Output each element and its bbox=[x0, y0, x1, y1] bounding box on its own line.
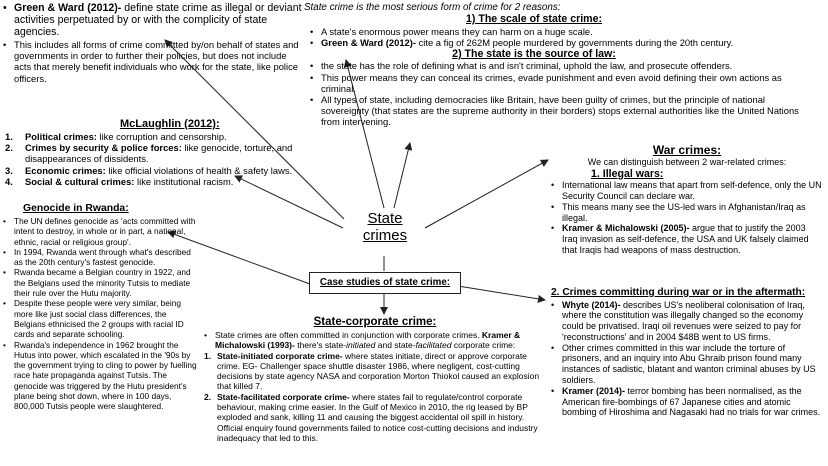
case-studies-box: Case studies of state crime: bbox=[309, 272, 461, 294]
definition-item: • Green & Ward (2012)- define state crime as illegal or deviant activities perpetuated by or with the complicity of state agencies. bbox=[3, 2, 303, 38]
definition-section bbox=[3, 2, 303, 84]
mclaughlin-item: 4. Social & cultural crimes: like institutional racism. bbox=[5, 175, 234, 187]
definition-author: Green & Ward (2012)- bbox=[14, 2, 122, 14]
rwanda-item: • In 1994, Rwanda went through what's described as the 20th century's fastest genocide. bbox=[3, 247, 199, 268]
source-point: • All types of state, including democracies like Britain, have been guilty of crimes, but the principle of national sovereignty (that states are the supreme authority in their borders) stops external authorities like the United Nations from intervening. bbox=[310, 94, 810, 128]
scale-heading: 1) The scale of state crime: bbox=[465, 13, 602, 25]
war-during-item: • Other crimes committed in this war include the torture of prisoners, and an inquiry into Abu Ghraib prison found many instances of sadistic, blatant and wanton criminal abuses by US soldiers. bbox=[551, 343, 823, 386]
scale-point: • A state's enormous power means they can harm on a huge scale. bbox=[310, 26, 772, 37]
intro-section bbox=[304, 2, 799, 128]
rwanda-section bbox=[3, 203, 199, 412]
rwanda-item: • Rwanda's independence in 1962 brought the Hutus into power, which escalated in the '90s by the government trying to cling to power by fuelling race hate propaganda against Tutsis. The genocide was triggered by the Hutu president's plane being shot down, where in 100 days, 800,000 Tutsis people were slaughtered. bbox=[3, 340, 199, 412]
mclaughlin-item: 1. Political crimes: like corruption and censorship. bbox=[5, 131, 227, 142]
center-title: State crimes bbox=[362, 210, 408, 244]
state-corporate-title: State-corporate crime: bbox=[313, 316, 437, 328]
definition-item: • This includes all forms of crime committed by/on behalf of states and governments in order to further their policies, but does not include acts that merely benefit individuals who work for the state, like police officers. bbox=[3, 39, 303, 84]
illegal-wars-heading: 1. Illegal wars: bbox=[591, 167, 664, 180]
rwanda-title: Genocide in Rwanda: bbox=[23, 203, 129, 214]
source-point: • the state has the role of defining what is and isn't criminal, uphold the law, and prosecute offenders. bbox=[310, 60, 810, 71]
war-crimes-section bbox=[551, 143, 823, 256]
intro-title: State crime is the most serious form of crime for 2 reasons: bbox=[304, 2, 561, 13]
war-during-item: • Kramer (2014)- terror bombing has been normalised, as the American fire-bombings of 67 Japanese cities and atomic bombing of Hiroshima and Nagasaki had no trials for war crimes. bbox=[551, 386, 823, 418]
arrow-to-source bbox=[394, 143, 410, 208]
war-during-section bbox=[551, 287, 823, 418]
scale-point: • Green & Ward (2012)- cite a fig of 262M people murdered by governments during the 20th century. bbox=[310, 37, 772, 48]
state-corporate-intro: • State crimes are often committed in conjunction with corporate crimes. Kramer & Michalowski (1993)- there's state-initiated and state-facilitated corporate crime: bbox=[204, 330, 546, 351]
green-ward-author: Green & Ward (2012)- bbox=[321, 36, 416, 48]
rwanda-item: • The UN defines genocide as 'acts committed with intent to destroy, in whole or in part, a national, ethnic, racial or religious group'. bbox=[3, 216, 199, 247]
mclaughlin-item: 3. Economic crimes: like official violations of health & safety laws. bbox=[5, 164, 293, 176]
illegal-wars-item: • International law means that apart from self-defence, only the UN Security Council can declare war. bbox=[551, 180, 823, 202]
war-during-heading: 2. Crimes committing during war or in the aftermath: bbox=[551, 287, 806, 298]
rwanda-item: • Despite these people were very similar, being more like just social class differences, the Belgians ethnicised the 2 groups with racial ID cards and separate schooling. bbox=[3, 298, 199, 339]
mclaughlin-title: McLaughlin (2012): bbox=[120, 118, 220, 130]
state-corporate-section bbox=[204, 315, 546, 443]
source-heading: 2) The state is the source of law: bbox=[452, 47, 616, 60]
rwanda-item: • Rwanda became a Belgian country in 1922, and the Belgians used the minority Tutsis to mediate their rule over the Hutu majority. bbox=[3, 267, 199, 298]
mclaughlin-section bbox=[5, 118, 310, 187]
war-during-item: • Whyte (2014)- describes US's neoliberal colonisation of Iraq, where the constitution was illegally changed so the economy could be privatised. Iraqi oil revenues were seized to pay for 'reconstructions' and in 2004 $48B went to US firms. bbox=[551, 300, 823, 343]
arrow-to-war bbox=[425, 160, 548, 228]
source-point: • This power means they can conceal its crimes, evade punishment and even avoid defining their own actions as criminal. bbox=[310, 72, 810, 94]
state-corporate-item: 1. State-initiated corporate crime- where states initiate, direct or approve corporate crime. EG- Challenger space shuttle disaster 1986, where negligent, cost-cutting decisions by state agency NASA and corporation Morton Thiokol caused an explosion that killed 7. bbox=[204, 350, 540, 392]
war-crimes-intro: We can distinguish between 2 war-related crimes: bbox=[587, 157, 787, 167]
mclaughlin-item: 2. Crimes by security & police forces: like genocide, torture, and disappearances of dissidents. bbox=[5, 142, 293, 165]
illegal-wars-item: • This means many see the US-led wars in Afghanistan/Iraq as illegal. bbox=[551, 202, 823, 224]
arrow-to-war-during bbox=[458, 286, 545, 300]
illegal-wars-item: • Kramer & Michalowski (2005)- argue that to justify the 2003 Iraq invasion as self-defence, the USA and UK falsely claimed that Iraqis had weapons of mass destruction. bbox=[551, 223, 823, 255]
state-corporate-item: 2. State-facilitated corporate crime- where states fail to regulate/control corporate behaviour, making crime easier. In the Gulf of Mexico in 2010, the rig leased by BP exploded and sank, killing 11 and causing the biggest accidental oil spill in history. Official enquiry found governments failed to notice cost-cutting decisions and industry inadequacy that led to this. bbox=[204, 391, 538, 443]
war-crimes-title: War crimes: bbox=[652, 143, 722, 157]
